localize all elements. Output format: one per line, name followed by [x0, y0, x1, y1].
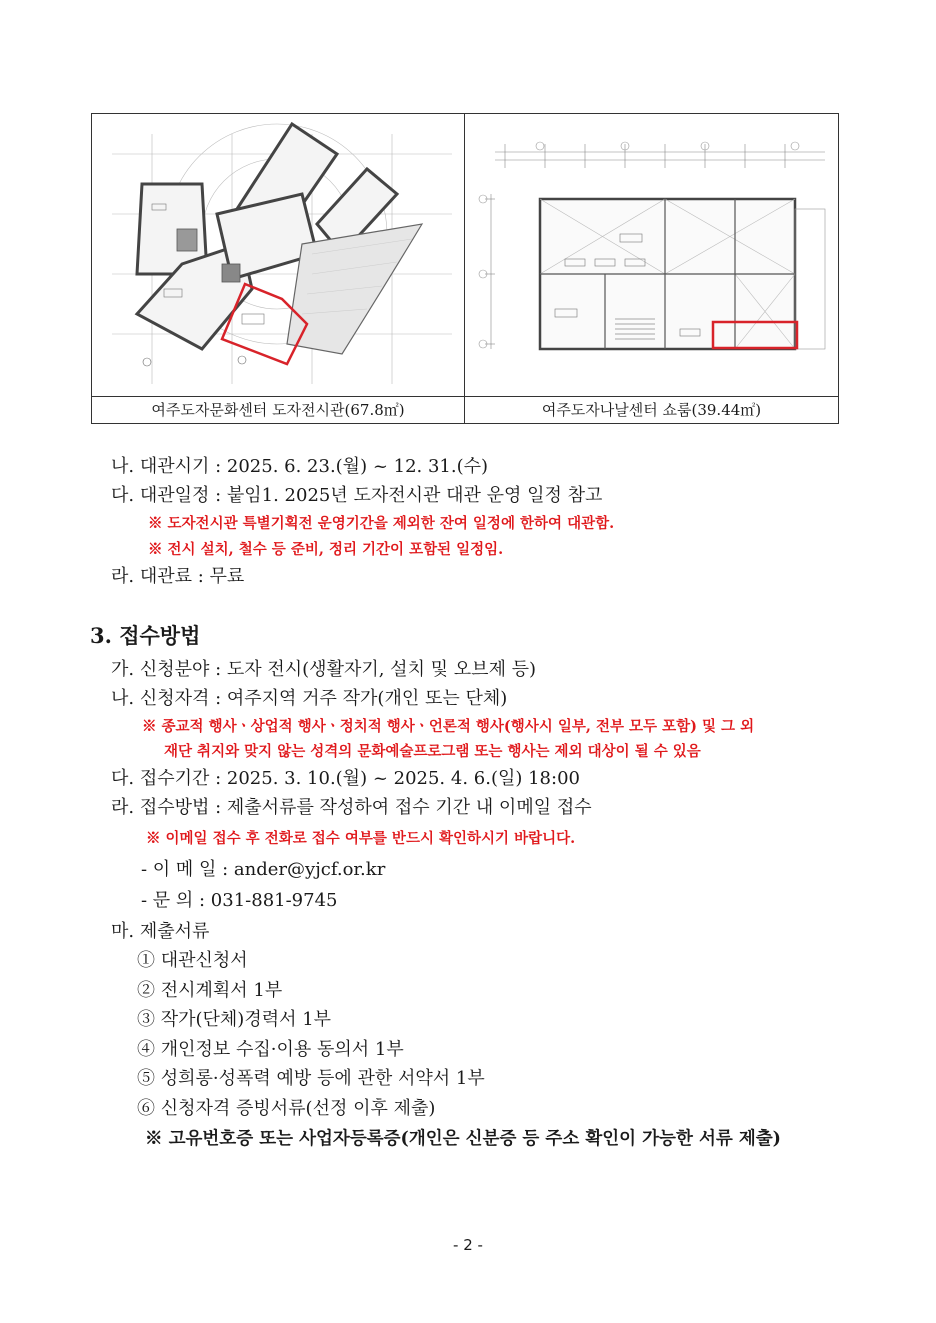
required-documents-heading: 마. 제출서류 [111, 921, 210, 942]
eligibility-line: 나. 신청자격 : 여주지역 거주 작가(개인 또는 단체) [111, 688, 508, 709]
rental-schedule-line: 다. 대관일정 : 붙임1. 2025년 도자전시관 대관 운영 일정 참고 [111, 485, 603, 506]
document-item: ① 대관신청서 [137, 950, 248, 971]
document-item: ⑤ 성희롱·성폭력 예방 등에 관한 서약서 1부 [137, 1068, 485, 1089]
schedule-note-2: ※ 전시 설치, 철수 등 준비, 정리 기간이 포함된 일정임. [148, 541, 504, 558]
application-field-line: 가. 신청분야 : 도자 전시(생활자기, 설치 및 오브제 등) [111, 659, 537, 680]
rental-fee-line: 라. 대관료 : 무료 [111, 566, 245, 587]
exclusion-note-line-2: 재단 취지와 맞지 않는 성격의 문화예술프로그램 또는 행사는 제외 대상이 될 수 있음 [164, 743, 701, 760]
section-3-heading: 3. 접수방법 [90, 623, 201, 648]
exclusion-note-line-1: ※ 종교적 행사ㆍ상업적 행사ㆍ정치적 행사ㆍ언론적 행사(행사시 일부, 전부 모두 포함) 및 그 외 [142, 718, 755, 735]
confirm-call-note: ※ 이메일 접수 후 전화로 접수 여부를 반드시 확인하시기 바랍니다. [146, 830, 576, 847]
rental-period-line: 나. 대관시기 : 2025. 6. 23.(월) ~ 12. 31.(수) [111, 456, 489, 477]
page-number: - 2 - [453, 1236, 483, 1254]
floor-plan-image-ceramics-hall [92, 114, 465, 396]
floor-plan-table [91, 113, 839, 424]
document-item: ④ 개인정보 수집·이용 동의서 1부 [137, 1039, 404, 1060]
application-method-line: 라. 접수방법 : 제출서류를 작성하여 접수 기간 내 이메일 접수 [111, 797, 592, 818]
id-document-note: ※ 고유번호증 또는 사업자등록증(개인은 신분증 등 주소 확인이 가능한 서류 제출) [145, 1129, 781, 1149]
figure-caption-ceramics-hall: 여주도자문화센터 도자전시관(67.8㎡) [92, 396, 465, 424]
document-item: ② 전시계획서 1부 [137, 980, 283, 1001]
floor-plan-image-showroom [465, 114, 838, 396]
schedule-note-1: ※ 도자전시관 특별기획전 운영기간을 제외한 잔여 일정에 한하여 대관함. [148, 515, 615, 532]
document-item: ③ 작가(단체)경력서 1부 [137, 1009, 332, 1030]
phone-line: - 문 의 : 031-881-9745 [141, 890, 338, 911]
application-period-line: 다. 접수기간 : 2025. 3. 10.(월) ~ 2025. 4. 6.(일) 18:00 [111, 768, 580, 789]
document-item: ⑥ 신청자격 증빙서류(선정 이후 제출) [137, 1098, 436, 1119]
figure-caption-showroom: 여주도자나날센터 쇼룸(39.44㎡) [465, 396, 838, 424]
email-line: - 이 메 일 : ander@yjcf.or.kr [141, 859, 386, 880]
